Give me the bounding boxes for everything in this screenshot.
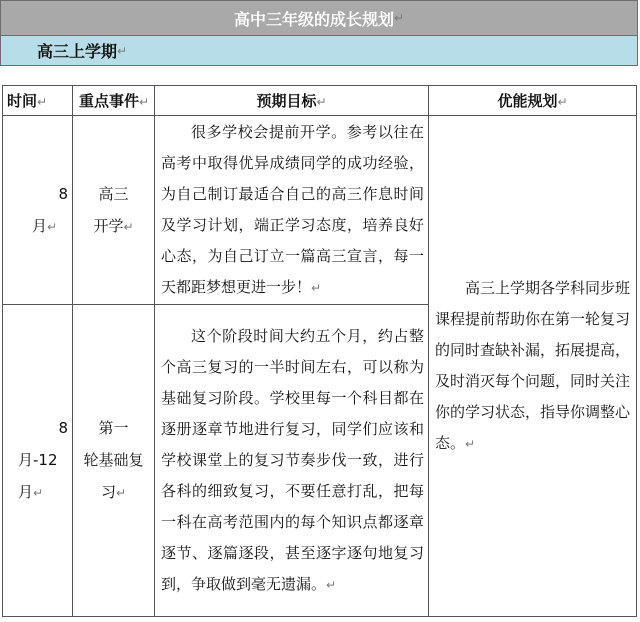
growth-plan-table (2, 85, 637, 617)
paragraph-mark-icon: ↵ (393, 11, 405, 25)
goal-cell: 很多学校会提前开学。参考以往在高考中取得优异成绩同学的成功经验，为自己制订最适合自己的高三作息时间及学习计划，端正学习态度，培养良好心态，为自己订立一篇高三宣言，每一天都距梦想更进一步！↵ (155, 116, 429, 305)
semester-heading (0, 36, 638, 66)
column-header-event: 重点事件↵ (73, 86, 155, 116)
goal-cell: 这个阶段时间大约五个月，约占整个高三复习的一半时间左右，可以称为基础复习阶段。学校里每一个科目都在逐册逐章节地进行复习，同学们应该和学校课堂上的复习节奏步伐一致，进行各科的细致复习，不要任意打乱，把每一科在高考范围内的每个知识点都逐章逐节、逐篇逐段，甚至逐字逐句地复习到，争取做到毫无遗漏。↵ (155, 305, 429, 617)
title-text: 高中三年级的成长规划 (233, 9, 394, 29)
plan-cell: 高三上学期各学科同步班课程提前帮助你在第一轮复习的同时查缺补漏，拓展提高，及时消灭每个问题，同时关注你的学习状态，指导你调整心态。↵ (429, 116, 637, 617)
table-header-row (3, 86, 637, 116)
time-cell: 8 月-12 月↵ (3, 305, 73, 617)
column-header-plan: 优能规划↵ (429, 86, 637, 116)
document-title (0, 0, 638, 36)
event-cell: 高三 开学↵ (73, 116, 155, 305)
event-cell: 第一 轮基础复 习↵ (73, 305, 155, 617)
column-header-goal: 预期目标↵ (155, 86, 429, 116)
time-cell: 8 月↵ (3, 116, 73, 305)
semester-text: 高三上学期 (37, 42, 118, 61)
paragraph-mark-icon: ↵ (117, 43, 128, 58)
table-row (3, 116, 637, 305)
column-header-time: 时间↵ (3, 86, 73, 116)
